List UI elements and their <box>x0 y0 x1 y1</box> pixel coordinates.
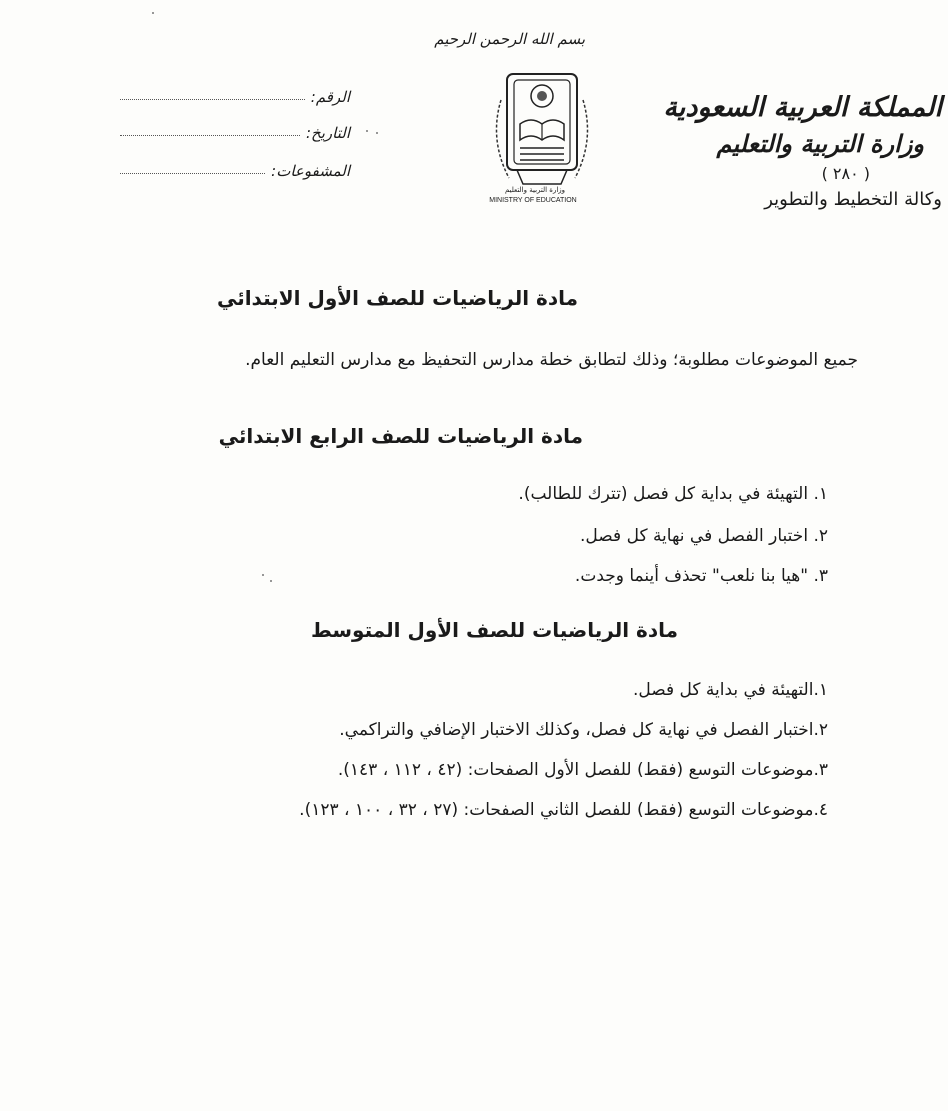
ministry-code: ( ٢٨٠ ) <box>821 164 870 183</box>
list-item: ٢. اختبار الفصل في نهاية كل فصل. <box>580 526 828 546</box>
field-date <box>120 116 350 142</box>
emblem-arabic-caption: وزارة التربية والتعليم <box>504 186 566 194</box>
field-date-label: التاريخ: <box>306 124 350 142</box>
list-item: ٣. "هيا بنا نلعب" تحذف أينما وجدت. <box>574 566 828 586</box>
list-item: ١. التهيئة في بداية كل فصل (تترك للطالب). <box>518 484 828 504</box>
field-attachments-line <box>120 173 265 174</box>
section-title: مادة الرياضيات للصف الأول الابتدائي <box>216 286 578 310</box>
scan-speck <box>376 132 378 134</box>
field-number <box>120 80 350 106</box>
section-line: جميع الموضوعات مطلوبة؛ وذلك لتطابق خطة مدارس التحفيظ مع مدارس التعليم العام. <box>245 350 858 370</box>
kingdom-name: المملكة العربية السعودية <box>663 92 942 123</box>
emblem-english-caption: MINISTRY OF EDUCATION <box>489 197 577 204</box>
scan-speck <box>262 574 264 576</box>
list-item: ٣.موضوعات التوسع (فقط) للفصل الأول الصفحات: (٤٢ ، ١١٢ ، ١٤٣). <box>337 760 828 780</box>
scan-speck <box>152 12 154 14</box>
agency-name: وكالة التخطيط والتطوير <box>764 189 942 210</box>
list-item: ١.التهيئة في بداية كل فصل. <box>632 680 828 700</box>
basmala: بسم الله الرحمن الرحيم <box>434 30 585 48</box>
field-attachments <box>120 154 350 180</box>
field-attachments-label: المشفوعات: <box>271 162 350 180</box>
list-item: ٤.موضوعات التوسع (فقط) للفصل الثاني الصفحات: (٢٧ ، ٣٢ ، ١٠٠ ، ١٢٣). <box>299 800 828 820</box>
list-item: ٢.اختبار الفصل في نهاية كل فصل، وكذلك الاختبار الإضافي والتراكمي. <box>339 720 828 740</box>
field-number-label: الرقم: <box>310 88 350 106</box>
ministry-header <box>663 90 942 214</box>
section-title: مادة الرياضيات للصف الرابع الابتدائي <box>218 424 583 448</box>
ministry-name: وزارة التربية والتعليم <box>716 129 924 158</box>
scan-speck <box>270 580 272 582</box>
section-title: مادة الرياضيات للصف الأول المتوسط <box>310 618 678 642</box>
scan-speck <box>366 130 368 132</box>
ministry-emblem-icon <box>487 60 597 200</box>
field-number-line <box>120 99 305 100</box>
field-date-line <box>120 135 300 136</box>
